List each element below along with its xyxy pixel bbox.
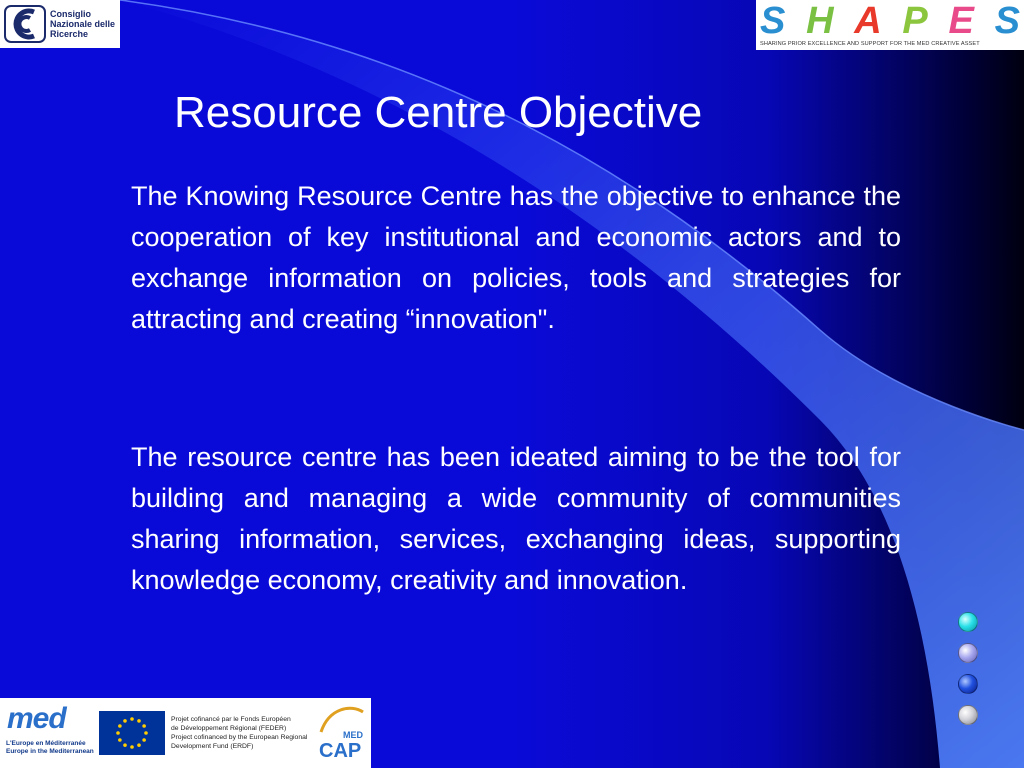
eu-funding-line: Development Fund (ERDF) — [171, 743, 254, 750]
cnr-logo-text — [50, 9, 115, 39]
eu-star-icon — [118, 738, 122, 742]
med-logo — [3, 702, 93, 764]
eu-star-icon — [142, 724, 146, 728]
eu-funding-line: de Développement Régional (FEDER) — [171, 725, 287, 732]
shapes-logo-tagline: SHARING PRIOR EXCELLENCE AND SUPPORT FOR THE MED CREATIVE ASSET — [760, 41, 980, 47]
medcap-logo-word: CAP — [319, 740, 362, 762]
eu-star-icon — [130, 745, 134, 749]
eu-star-icon — [123, 743, 127, 747]
medcap-logo — [315, 702, 367, 764]
slide-paragraph-objective: The Knowing Resource Centre has the objective to enhance the cooperation of key institutional and economic actors and to exchange information on policies, tools and strategies for attracting and creating “innovation". — [131, 181, 901, 334]
cnr-logo-line: Ricerche — [50, 29, 89, 39]
eu-funding-text — [171, 715, 313, 751]
shapes-logo-letters — [760, 2, 1020, 40]
cnr-logo-line: Consiglio — [50, 9, 91, 19]
shapes-letter: H — [806, 0, 834, 42]
bullet-lavender-icon — [958, 643, 978, 663]
eu-star-icon — [137, 743, 141, 747]
cnr-logo-line: Nazionale delle — [50, 19, 116, 29]
bullet-cyan-icon — [958, 612, 978, 632]
shapes-letter: S — [760, 0, 786, 42]
eu-funding-line: Project cofinanced by the European Regional — [171, 734, 308, 741]
med-logo-line: Europe in the Mediterranean — [6, 748, 94, 755]
bullet-blue-icon — [958, 674, 978, 694]
eu-star-icon — [142, 738, 146, 742]
bullet-silver-icon — [958, 705, 978, 725]
shapes-letter: S — [994, 0, 1020, 42]
cnr-emblem-icon — [4, 4, 46, 44]
slide-title: Resource Centre Objective — [174, 88, 703, 137]
med-logo-line: L'Europe en Méditerranée — [6, 740, 86, 747]
cnr-logo — [0, 0, 120, 48]
eu-flag-icon — [99, 711, 165, 755]
medcap-logo-small: MED — [343, 730, 363, 740]
footer-logos — [0, 698, 371, 768]
slide-paragraph-purpose: The resource centre has been ideated aiming to be the tool for building and managing a wide community of communities sharing information, services, exchanging ideas, supporting knowledge economy, creativity and innovation. — [131, 442, 901, 595]
eu-star-icon — [144, 731, 148, 735]
eu-star-icon — [116, 731, 120, 735]
med-logo-word: med — [7, 702, 66, 735]
shapes-letter: P — [902, 0, 928, 42]
eu-star-icon — [137, 719, 141, 723]
shapes-logo — [756, 0, 1024, 50]
eu-star-icon — [123, 719, 127, 723]
decorative-bullets — [958, 612, 978, 736]
eu-star-icon — [130, 717, 134, 721]
shapes-letter: E — [948, 0, 974, 42]
eu-funding-line: Projet cofinancé par le Fonds Européen — [171, 716, 291, 723]
med-logo-subtitle — [6, 740, 94, 756]
shapes-letter: A — [854, 0, 882, 42]
eu-star-icon — [118, 724, 122, 728]
